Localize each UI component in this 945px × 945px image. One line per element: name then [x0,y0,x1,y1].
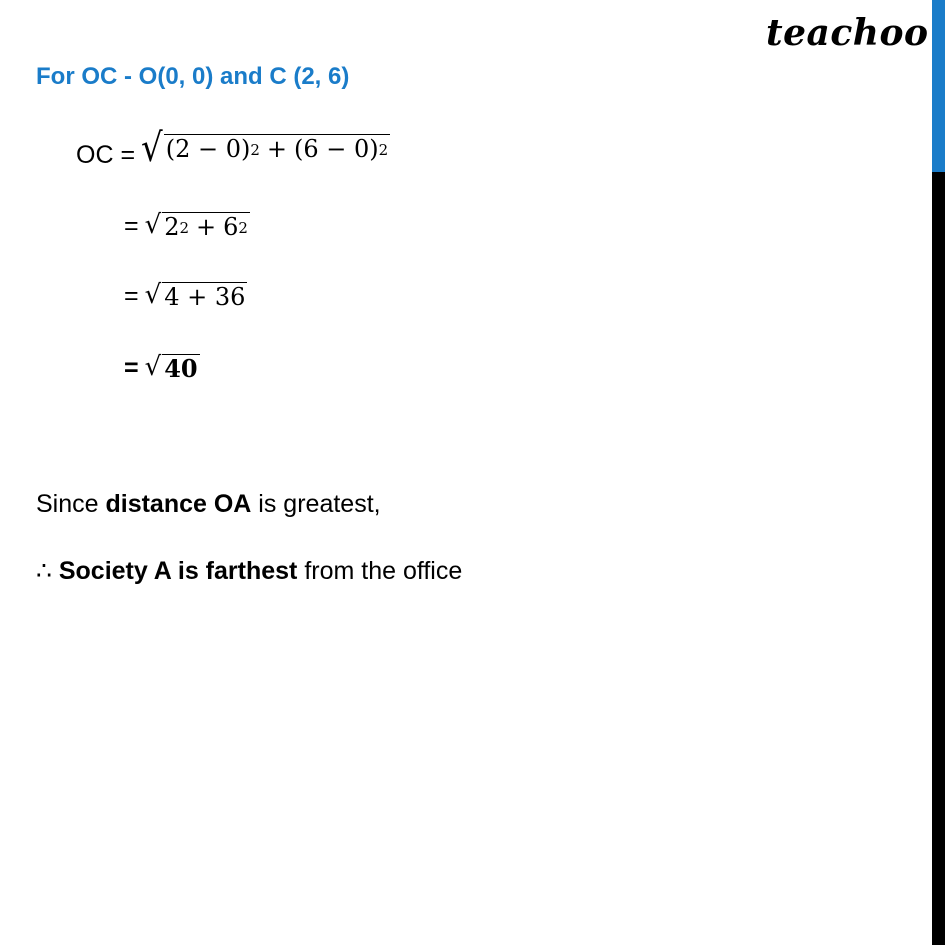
square-root [145,212,250,239]
radical-sign: √ [144,280,162,310]
equation-label: = [124,282,139,310]
square-root [145,282,248,309]
square-root [141,125,390,172]
since-statement [36,490,381,519]
term-b: 6 [223,213,239,241]
term-a: 2 [164,213,180,241]
since-bold: distance OA [105,490,252,518]
radicand: 2 $^2$ + 6 $^2$ [164,213,248,241]
radical-sign: √ [144,210,162,240]
plus-operator: + [266,135,288,163]
since-suffix: is greatest, [251,490,381,518]
radicand: 4 + 36 [164,283,246,311]
radicand: (2 − 0) $^2$ + (6 − 0) $^2$ [164,134,390,168]
equation-line-1 [76,125,390,172]
equation-line-3 [124,282,247,309]
therefore-bold: Society A is farthest [58,557,298,585]
since-prefix: Since [36,490,106,518]
equation-line-2 [124,212,250,239]
sidebar-accent [932,0,945,172]
radicand: 40 [164,354,198,383]
plus-operator: + [196,213,217,241]
equation-label: OC = [76,141,136,169]
term-a: (2 − 0) [165,135,251,163]
therefore-statement [36,556,462,586]
equation-label: = [124,354,139,382]
teachoo-logo: teachoo [766,12,929,54]
therefore-suffix: from the office [297,557,463,585]
section-heading: For OC - O(0, 0) and C (2, 6) [36,63,350,90]
equation-label: = [124,212,139,240]
equation-line-4 [124,354,200,381]
term-b: (6 − 0) [294,135,379,163]
radical-sign: √ [141,125,163,172]
square-root [145,354,200,381]
radical-sign: √ [144,352,162,382]
therefore-symbol: ∴ [36,557,59,585]
